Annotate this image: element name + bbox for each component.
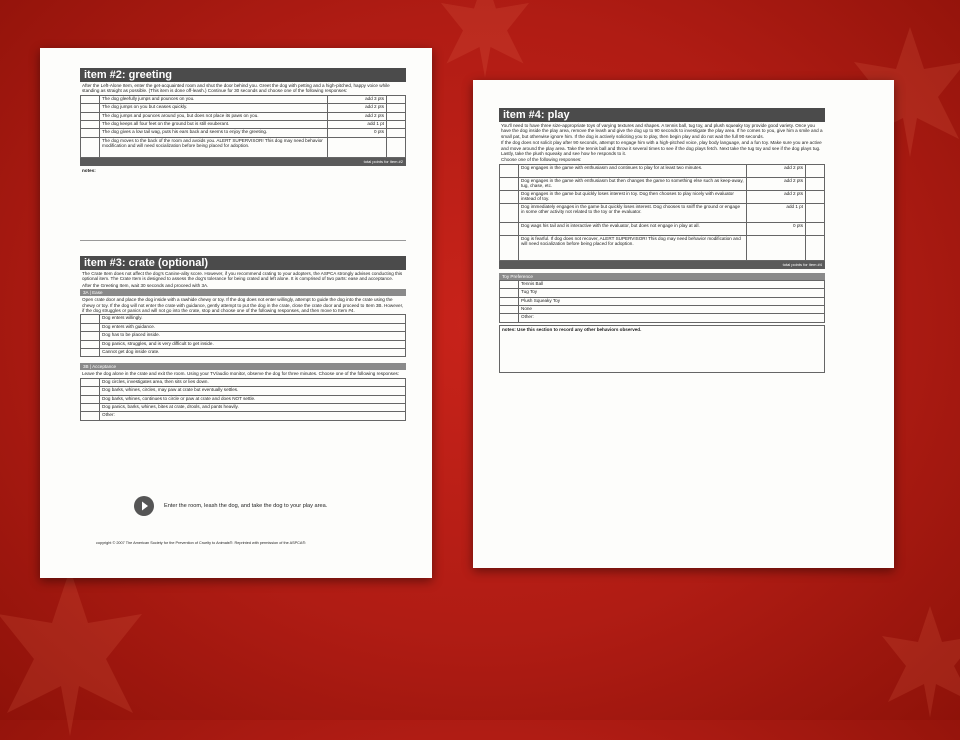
checkbox-cell[interactable] [81, 104, 100, 112]
points-box[interactable] [806, 190, 825, 203]
checkbox-cell[interactable] [81, 112, 100, 120]
table-row: Dog engages in the game but quickly loses interest in toy. Dog then chooses to play nicely with evaluator instead of toy. add 2 pts [500, 190, 825, 203]
table-row: Other: [81, 412, 406, 420]
checkbox-cell[interactable] [500, 306, 519, 314]
points-box[interactable] [387, 104, 406, 112]
item3b-response-table [80, 378, 406, 421]
item3a-instructions: Open crate door and place the dog inside with a rawhide chewy or toy. If the dog does not enter willingly, attempt to guide the dog into the crate using the chewy or toy. If the dog will not enter the crate with guidance, gently attempt to put the dog in the crate, close the crate door and proceed to Item 3B. However, if the dog struggles or panics and will not go into the crate, stop and choose one of the following responses, and then move to Item #4. [82, 297, 404, 314]
item3-intro: The Crate Item does not affect the dog's Canine-ality score. However, if you recommend crating to your adopters, the ASPCA strongly advises conducting this optional item. The Crate Item is designed to assess the dog's tolerance for being crated and left alone. It is comprised of two parts: ease and acceptance. [82, 271, 403, 282]
item4-response-table [499, 164, 825, 261]
table-row: Tug Toy [500, 289, 825, 297]
table-row: The dog jumps and pounces around you, but does not place its paws on you. add 2 pts [81, 112, 406, 120]
table-row: The dog gleefully jumps and pounces on you. add 3 pts [81, 95, 406, 103]
checkbox-cell[interactable] [81, 395, 100, 403]
table-row: Dog circles, investigates area, then sits or lies down. [81, 378, 406, 386]
checkbox-cell[interactable] [81, 315, 100, 323]
leaf-decoration-icon [0, 560, 160, 740]
checkbox-cell[interactable] [500, 280, 519, 288]
item3b-subheading: 3B | Acceptance [80, 363, 406, 370]
table-row: Dog engages in the game with enthusiasm but then changes the game to something else such as keep-away, tug, chase, etc. add 2 pts [500, 177, 825, 190]
checkbox-cell[interactable] [81, 378, 100, 386]
checkbox-cell[interactable] [81, 403, 100, 411]
checkbox-cell[interactable] [500, 314, 519, 322]
toy-preference-heading: Toy Preference [499, 273, 825, 280]
points-box[interactable] [806, 222, 825, 235]
copyright-text: copyright © 2007 The American Society for the Prevention of Cruelty to Animals®. Reprinted with permission of the ASPCA®. [96, 541, 307, 545]
checkbox-cell[interactable] [81, 95, 100, 103]
item3b-instructions: Leave the dog alone in the crate and exit the room. Using your TV/audio monitor, observe the dog for three minutes. Choose one of the following responses: [82, 371, 400, 377]
table-row: The dog keeps all four feet on the ground but is still exuberant. add 1 pt [81, 120, 406, 128]
points-box[interactable] [806, 164, 825, 177]
checkbox-cell[interactable] [500, 235, 519, 260]
checkbox-cell[interactable] [81, 340, 100, 348]
points-box[interactable] [387, 129, 406, 137]
table-row: Dog barks, whines, circles, may paw at crate but eventually settles. [81, 387, 406, 395]
item4-intro-2: If the dog does not solicit play after 90 seconds, attempt to engage him with a high-pitched voice, play body language, and a fun toy. Make sure you are active and move around the play area. Take the tennis ball and throw it several times to see if the dog plays fetch. Next take the tug toy and see if the dog plays tug. Lastly, take the plush squeaky and see how he responds to it. [501, 140, 822, 157]
checkbox-cell[interactable] [81, 129, 100, 137]
table-row: Dog wags his tail and is interactive with the evaluator, but does not engage in play at all. 0 pts [500, 222, 825, 235]
leaf-decoration-icon [430, 0, 540, 80]
points-box[interactable] [387, 120, 406, 128]
item2-total-band: total points for item #2 [80, 158, 406, 166]
table-row: The dog moves to the back of the room and avoids you. ALERT SUPERVISOR! This dog may need behavior modification and will need socialization before being placed for adoption. [81, 137, 406, 157]
table-row: Dog enters willingly. [81, 315, 406, 323]
checkbox-cell[interactable] [500, 177, 519, 190]
table-row: Dog panics, barks, whines, bites at crate, drools, and pants heavily. [81, 403, 406, 411]
points-box[interactable] [387, 95, 406, 103]
item2-intro: After the Left-Alone Item, enter the get-acquainted room and shut the door behind you. Greet the dog with petting and a high-pitched, happy voice while standing as straight as possible. (This item is done off-leash.) Continue for 30 seconds and choose one of the following responses: [82, 83, 390, 94]
item2-heading: item #2: greeting [80, 68, 406, 82]
checkbox-cell[interactable] [500, 289, 519, 297]
table-row: Cannot get dog inside crate. [81, 349, 406, 357]
table-row: Tennis Ball [500, 280, 825, 288]
checkbox-cell[interactable] [81, 332, 100, 340]
left-document-page [40, 48, 432, 578]
next-step-text: Enter the room, leash the dog, and take the dog to your play area. [164, 503, 328, 509]
item4-notes-box[interactable] [499, 325, 825, 373]
checkbox-cell[interactable] [500, 203, 519, 222]
table-row: None [500, 306, 825, 314]
table-row: Dog immediately engages in the game but quickly loses interest. Dog chooses to sniff the ground or engage in some other activity not related to the toy or the evaluator. add 1 pt [500, 203, 825, 222]
table-row: Dog barks, whines, continues to circle or paw at crate and does NOT settle. [81, 395, 406, 403]
table-row: Plush Squeaky Toy [500, 297, 825, 305]
table-row: Dog enters with guidance. [81, 323, 406, 331]
checkbox-cell[interactable] [81, 120, 100, 128]
table-row: Dog engages in the game with enthusiasm and continues to play for at least two minutes. add 2 pts [500, 164, 825, 177]
checkbox-cell[interactable] [500, 164, 519, 177]
points-box[interactable] [806, 235, 825, 260]
table-row: Dog panics, struggles, and is very difficult to get inside. [81, 340, 406, 348]
points-box[interactable] [387, 112, 406, 120]
checkbox-cell[interactable] [81, 387, 100, 395]
item3a-subheading: 3A | Ease [80, 289, 406, 296]
checkbox-cell[interactable] [500, 190, 519, 203]
leaf-decoration-icon [870, 600, 960, 720]
checkbox-cell[interactable] [81, 323, 100, 331]
table-row: Dog is fearful. If dog does not recover, ALERT SUPERVISOR! This dog may need behavior modification and will need socialization before being placed for adoption. [500, 235, 825, 260]
item3a-response-table [80, 314, 406, 357]
item4-intro: You'll need to have three size-appropriate toys of varying textures and shapes. A tennis ball, tug toy, and plush squeaky toy provide good variety. Once you have the dog inside the play area, remove the leash and give the dog up to 90 seconds to investigate the play area. If he comes to you, give him a smile and a small pat, but otherwise ignore him. If the dog is actively soliciting you to play, then begin play and do not wait the full 90 seconds. [501, 123, 823, 139]
item3-heading: item #3: crate (optional) [80, 256, 406, 270]
table-row: Dog has to be placed inside. [81, 332, 406, 340]
table-row: The dog jumps on you but ceases quickly. add 2 pts [81, 104, 406, 112]
points-box[interactable] [806, 203, 825, 222]
checkbox-cell[interactable] [500, 222, 519, 235]
item4-choose-text: Choose one of the following responses: [501, 157, 582, 163]
toy-preference-table [499, 280, 825, 323]
table-row: The dog gives a low tail wag, puts his ears back and seems to enjoy the greeting. 0 pts [81, 129, 406, 137]
table-row: Other: [500, 314, 825, 322]
item4-total-band: total points for item #4 [499, 261, 825, 269]
checkbox-cell[interactable] [81, 412, 100, 420]
play-arrow-icon [134, 496, 154, 516]
right-document-page [473, 80, 894, 568]
item2-notes-label: notes: [82, 167, 96, 173]
checkbox-cell[interactable] [81, 349, 100, 357]
item2-response-table [80, 95, 406, 158]
next-step-row [134, 496, 394, 516]
checkbox-cell[interactable] [500, 297, 519, 305]
checkbox-cell[interactable] [81, 137, 100, 157]
points-box[interactable] [387, 137, 406, 157]
points-box[interactable] [806, 177, 825, 190]
item4-notes-label: notes: Use this section to record any other behaviors observed. [502, 326, 642, 332]
item3-intro-2: After the Greeting Item, wait 30 seconds and proceed with 3A. [82, 282, 209, 288]
item4-heading: item #4: play [499, 108, 825, 122]
